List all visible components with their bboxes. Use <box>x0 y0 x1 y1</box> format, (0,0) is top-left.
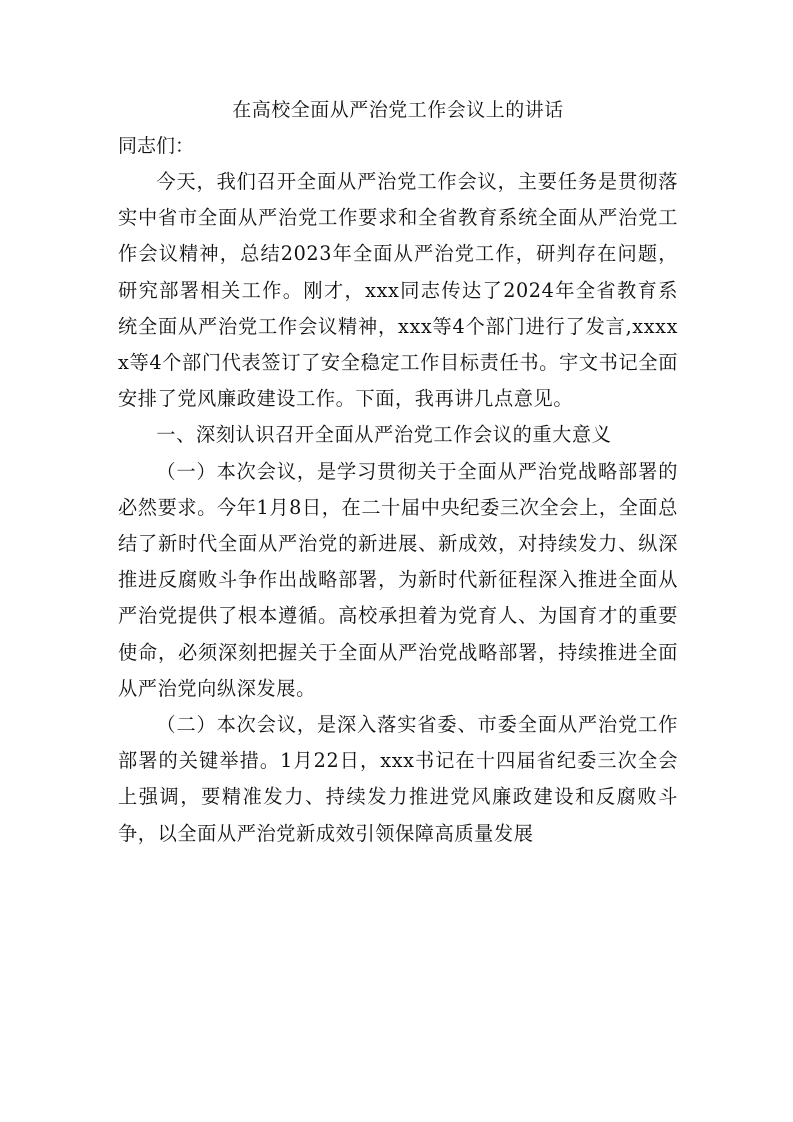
intro-paragraph: 今天，我们召开全面从严治党工作会议，主要任务是贯彻落实中省市全面从严治党工作要求和全省教育系统全面从严治党工作会议精神，总结2023年全面从严治党工作，研判存在问题，研究部署相关工作。刚才，xxx同志传达了2024年全省教育系统全面从严治党工作会议精神，xxx等4个部门进行了发言,xxxxx等4个部门代表签订了安全稳定工作目标责任书。宇文书记全面安排了党风廉政建设工作。下面，我再讲几点意见。 <box>118 170 678 411</box>
section1-paragraph-2: （二）本次会议，是深入落实省委、市委全面从严治党工作部署的关键举措。1月22日，xxx书记在十四届省纪委三次全会上强调，要精准发力、持续发力推进党风廉政建设和反腐败斗争，以全面从严治党新成效引领保障高质量发展 <box>118 713 678 845</box>
salutation: 同志们： <box>118 135 195 157</box>
document-page <box>118 92 678 852</box>
document-title: 在高校全面从严治党工作会议上的讲话 <box>232 99 564 121</box>
section-heading-1: 一、深刻认识召开全面从严治党工作会议的重大意义 <box>156 423 612 447</box>
section1-paragraph-1: （一）本次会议，是学习贯彻关于全面从严治党战略部署的必然要求。今年1月8日，在二十届中央纪委三次全会上，全面总结了新时代全面从严治党的新进展、新成效，对持续发力、纵深推进反腐败斗争作出战略部署，为新时代新征程深入推进全面从严治党提供了根本遵循。高校承担着为党育人、为国育才的重要使命，必须深刻把握关于全面从严治党战略部署，持续推进全面从严治党向纵深发展。 <box>118 459 678 700</box>
